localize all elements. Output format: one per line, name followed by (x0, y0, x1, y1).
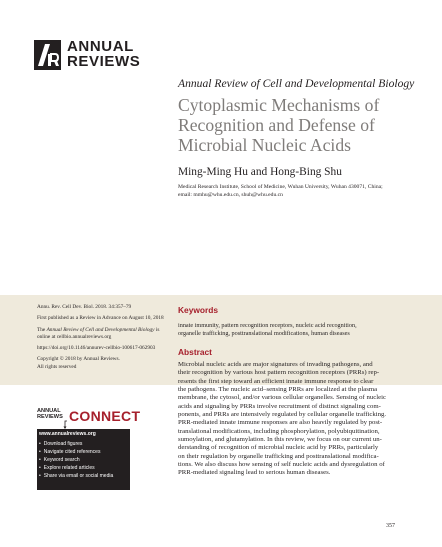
connect-arrow-icon (37, 407, 130, 429)
logo-wordmark (67, 39, 140, 69)
abstract-line: Microbial nucleic acids are major signatures of invading pathogens, and (178, 361, 373, 368)
abstract-line: membrane, the cytosol, and/or various cellular organelles. Sensing of nucleic (178, 394, 386, 402)
first-published: First published as a Review in Advance on August 10, 2018 (37, 315, 164, 322)
list-item: • Download figures (39, 440, 129, 448)
abstract-line: on their regulation by organelle trafficking and posttranslational modifica- (178, 452, 379, 460)
abstract-line: translational modifications, including phosphorylation, polyubiquitination, (178, 427, 380, 435)
keywords-heading: Keywords (178, 305, 219, 315)
keywords-line: innate immunity, pattern recognition receptors, nucleic acid recognition, (178, 322, 357, 329)
abstract-body (178, 361, 436, 478)
annual-reviews-logo-mark-icon (34, 40, 61, 70)
authors: Ming-Ming Hu and Hong-Bing Shu (178, 166, 342, 178)
list-item: • Navigate cited references (39, 448, 129, 456)
article-info (37, 304, 169, 375)
list-item: • Keyword search (39, 456, 129, 464)
connect-brand-small: ANNUAL REVIEWS (37, 408, 63, 420)
affiliation-line: Medical Research Institute, School of Medicine, Wuhan University, Wuhan 430071, China; (178, 184, 383, 190)
logo-line-2: REVIEWS (67, 53, 141, 70)
abstract-line: sumoylation, and glutamylation. In this review, we focus on our current un- (178, 436, 382, 444)
affiliation (178, 183, 436, 199)
page-number: 357 (386, 523, 395, 529)
keywords-list (178, 322, 434, 339)
annual-reviews-connect-box[interactable] (37, 407, 141, 490)
annual-reviews-logo (34, 40, 154, 74)
abstract-line: PRR-mediated signaling lead to serious human diseases. (178, 469, 331, 477)
doi-link[interactable]: https://doi.org/10.1146/annurev-cellbio-100617-062903 (37, 345, 156, 352)
abstract-line: acids and signaling by PRRs involve recruitment of distinct signaling com- (178, 402, 381, 410)
title-line: Microbial Nucleic Acids (178, 135, 351, 155)
affiliation-line: email: mmhu@whu.edu.cn, shuh@whu.edu.cn (178, 192, 283, 198)
connect-features (39, 440, 129, 480)
list-item: • Explore related articles (39, 464, 129, 472)
abstract-line: resents the first step toward an efficient innate immune response to clear (178, 377, 374, 385)
title-line: Recognition and Defense of (178, 115, 375, 135)
connect-wordmark: CONNECT (69, 408, 141, 424)
logo-line-1: ANNUAL (67, 38, 134, 55)
abstract-line: the pathogens. The nucleic acid–sensing PRRs are localized at the plasma (178, 386, 378, 394)
keywords-line: organelle trafficking, posttranslational modifications, human diseases (178, 330, 350, 338)
abstract-line: ponents, and PRRs are intensively regulated by cellular organelle trafficking. (178, 411, 387, 419)
abstract-line: their recognition by various host pattern recognition receptors (PRRs) rep- (178, 369, 380, 377)
connect-header (37, 407, 141, 426)
title-line: Cytoplasmic Mechanisms of (178, 95, 380, 115)
connect-url[interactable]: www.annualreviews.org (39, 431, 96, 437)
citation: Annu. Rev. Cell Dev. Biol. 2018. 34:357–79 (37, 304, 132, 310)
abstract-line: derstanding of recognition of microbial nucleic acid by PRRs, particularly (178, 444, 379, 452)
article-title (178, 95, 428, 155)
abstract-line: tions. We also discuss how sensing of self nucleic acids and dysregulation of (178, 461, 385, 469)
abstract-heading: Abstract (178, 347, 212, 357)
online-journal-name: Annual Review of Cell and Developmental Biology (46, 326, 155, 333)
online-notice: The Annual Review of Cell and Developmental Biology is online at cellbio.annualreviews.org (37, 326, 160, 340)
journal-name: Annual Review of Cell and Developmental Biology (178, 77, 415, 90)
copyright: Copyright © 2018 by Annual Reviews. All rights reserved (37, 356, 120, 370)
abstract-line: PRR-mediated innate immune responses are also heavily regulated by post- (178, 419, 383, 427)
list-item: • Share via email or social media (39, 472, 129, 480)
rights: All rights reserved (37, 363, 77, 370)
